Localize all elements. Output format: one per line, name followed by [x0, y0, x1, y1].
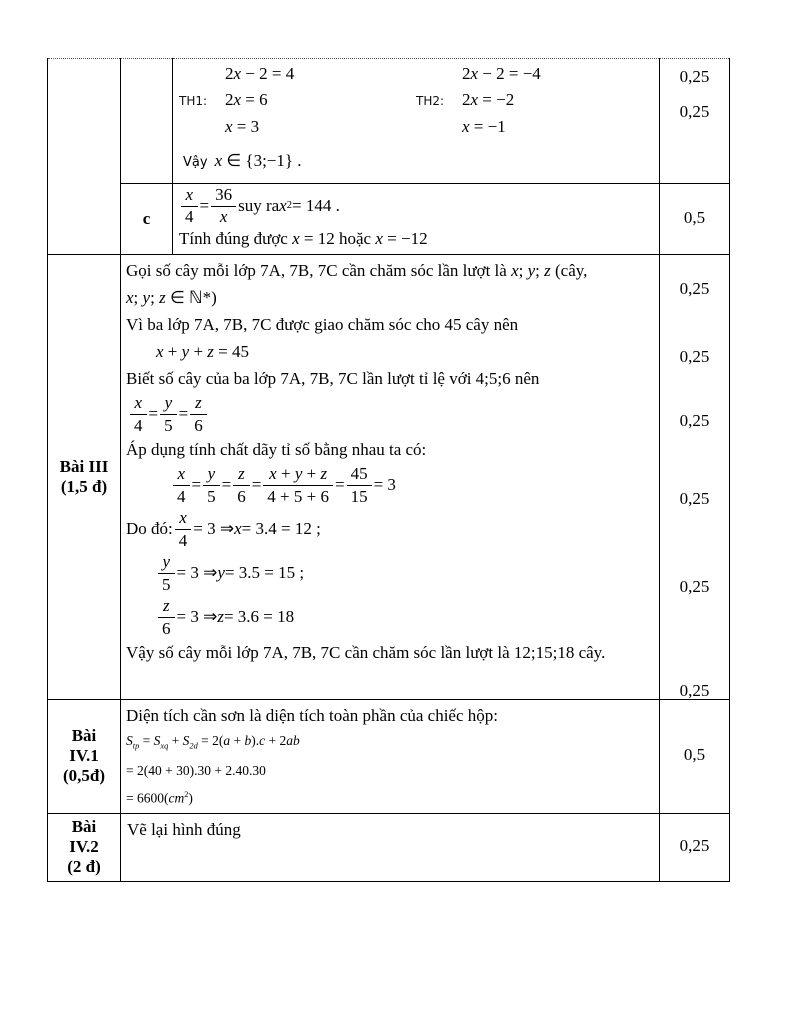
- points-value: 0,25: [679, 279, 710, 299]
- equation: 2x = 6: [225, 90, 268, 109]
- points-cell: [660, 255, 730, 700]
- math-line: [179, 114, 416, 140]
- solution-text: Vì ba lớp 7A, 7B, 7C được giao chăm sóc cho 45 cây nên: [126, 315, 519, 335]
- problem-title: Bài: [71, 817, 97, 837]
- equation: $S_{tp} = S_{xq} + S_{2d} = 2(a + b).c + 2ab$: [126, 733, 300, 752]
- solution-cell-bai-4-1: [121, 700, 660, 813]
- equation: x + y + z = 45: [156, 342, 249, 362]
- points-value: 0,25: [679, 577, 710, 597]
- equation: $\frac{z}{6}$ = 3 ⇒ z = 3.6 = 18: [156, 595, 651, 639]
- equation: Do đó: $\frac{x}{4}$ = 3 ⇒ x = 3.4 = 12 ;: [126, 508, 321, 550]
- solution-text: Gọi số cây mỗi lớp 7A, 7B, 7C cần chăm sóc lần lượt là x; y; z (cây,: [126, 261, 588, 281]
- problem-title: Bài III: [59, 457, 109, 477]
- solution-cell-bai-3: [121, 255, 660, 700]
- points-stack: [666, 65, 723, 122]
- case-1-block: [179, 61, 416, 140]
- problem-label-cell-empty: [48, 59, 121, 255]
- math-line: [179, 61, 416, 87]
- problem-title: IV.1: [69, 746, 99, 766]
- case-2-label: TH2:: [416, 94, 445, 108]
- equation: x = −1: [462, 117, 506, 136]
- points-value: 0,25: [679, 67, 710, 86]
- points-value: 0,25: [679, 347, 710, 367]
- conclusion-label: Vậy: [183, 155, 208, 170]
- equation: = $6600(cm^2)$: [126, 790, 193, 806]
- problem-points: (0,5đ): [62, 766, 106, 786]
- points-cell: 0,5: [660, 700, 730, 813]
- points-value: 0,25: [679, 411, 710, 431]
- problem-label-bai-3: [48, 255, 121, 700]
- solution-cell-case-analysis: [173, 59, 660, 184]
- problem-title: Bài: [71, 726, 97, 746]
- equation: x ∈ {3;−1} .: [214, 151, 302, 170]
- problem-points: (2 đ): [67, 857, 101, 877]
- points-value: 0,25: [679, 489, 710, 509]
- table-row: [48, 700, 730, 813]
- points-cell: 0,25: [660, 813, 730, 881]
- case-2-block: [416, 61, 653, 140]
- math-line: $\frac{x}{4}$ = $\frac{36}{x}$ suy ra x 2 = 144 .: [179, 186, 653, 226]
- problem-points: (1,5 đ): [60, 477, 108, 497]
- solution-text: x; y; z ∈ ℕ*): [126, 288, 217, 308]
- problem-label-bai-4-2: [48, 813, 121, 881]
- solution-cell-part-c: [173, 184, 660, 255]
- points-cell: 0,5: [660, 184, 730, 255]
- case-columns: [179, 61, 653, 140]
- solution-text: Vẽ lại hình đúng: [127, 819, 241, 839]
- solution-text: Vậy số cây mỗi lớp 7A, 7B, 7C cần chăm sóc lần lượt là 12;15;18 cây.: [126, 643, 606, 663]
- math-line: [416, 61, 653, 87]
- points-cell: [660, 59, 730, 184]
- problem-label-bai-4-1: [48, 700, 121, 813]
- points-value: 0,25: [679, 681, 710, 701]
- equation: x = 3: [225, 117, 260, 136]
- points-value: 0,25: [679, 102, 710, 121]
- solution-text: Biết số cây của ba lớp 7A, 7B, 7C lần lượt tỉ lệ với 4;5;6 nên: [126, 369, 540, 389]
- solution-text: Diện tích cần sơn là diện tích toàn phần của chiếc hộp:: [126, 706, 498, 726]
- math-line: [416, 87, 653, 114]
- math-line: Tính đúng được x = 12 hoặc x = −12: [179, 229, 428, 249]
- equation: $\frac{x}{4}$ = $\frac{y}{5}$ = $\frac{z}{6}$: [128, 392, 651, 436]
- part-label-c: c: [121, 184, 173, 255]
- points-stack: [666, 261, 723, 701]
- equation: = 2(40 + 30).30 + 2.40.30: [126, 763, 266, 779]
- math-line: [416, 114, 653, 140]
- table-row: [48, 59, 730, 184]
- equation: 2x − 2 = 4: [225, 64, 295, 83]
- equation: $\frac{y}{5}$ = 3 ⇒ y = 3.5 = 15 ;: [156, 551, 651, 595]
- problem-title: IV.2: [69, 837, 99, 857]
- solution-text: Áp dụng tính chất dãy tỉ số bằng nhau ta có:: [126, 440, 427, 460]
- grading-table: [47, 58, 730, 882]
- equation: $\frac{x}{4}$ = $\frac{y}{5}$ = $\frac{z}{6}$ = $\frac{x + y + z}{4 + 5 + 6}$ = $\frac{45}{15}$ = 3: [171, 463, 651, 507]
- part-label-cell-empty: [121, 59, 173, 184]
- equation: 2x = −2: [462, 90, 515, 109]
- solution-cell-bai-4-2: [121, 813, 660, 881]
- conclusion-line: [183, 149, 653, 175]
- equation: 2x − 2 = −4: [462, 64, 541, 83]
- case-1-label: TH1:: [179, 94, 208, 108]
- table-row: [48, 184, 730, 255]
- table-row: [48, 813, 730, 881]
- math-line: [179, 87, 416, 114]
- table-row: [48, 255, 730, 700]
